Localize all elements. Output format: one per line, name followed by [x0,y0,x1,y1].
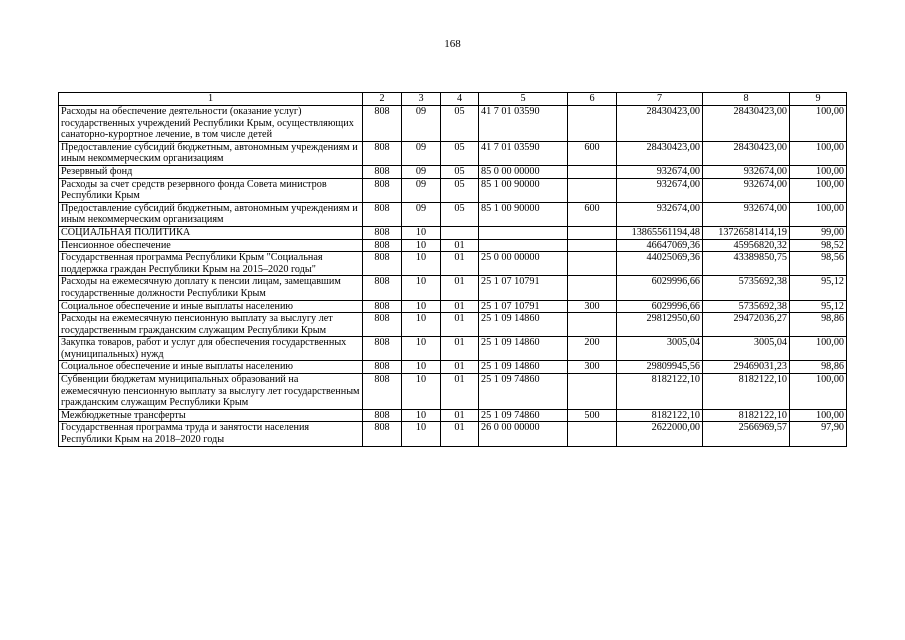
row-code-cell: 808 [363,361,402,374]
row-percent-cell: 100,00 [790,337,847,361]
row-type-cell [568,252,617,276]
row-plan-cell: 932674,00 [617,165,703,178]
row-actual-cell: 45956820,32 [703,239,790,252]
table-row [59,300,847,313]
table-row [59,226,847,239]
header-cell: 4 [441,93,479,106]
row-target-cell: 25 1 09 74860 [479,374,568,410]
table-row [59,337,847,361]
row-subsection-cell: 01 [441,276,479,300]
row-type-cell [568,313,617,337]
row-actual-cell: 932674,00 [703,202,790,226]
row-percent-cell: 100,00 [790,165,847,178]
row-type-cell [568,226,617,239]
row-percent-cell: 100,00 [790,202,847,226]
row-plan-cell: 13865561194,48 [617,226,703,239]
table-row [59,239,847,252]
row-section-cell: 10 [402,337,441,361]
row-section-cell: 09 [402,106,441,142]
row-name-cell: Предоставление субсидий бюджетным, автономным учреждениям и иным некоммерческим организациям [59,141,363,165]
row-plan-cell: 932674,00 [617,202,703,226]
row-type-cell: 600 [568,141,617,165]
row-name-cell: Субвенции бюджетам муниципальных образований на ежемесячную пенсионную выплату за выслугу лет государственным гражданским служащим Республики Крым [59,374,363,410]
table-row [59,374,847,410]
row-actual-cell: 2566969,57 [703,422,790,446]
header-cell: 7 [617,93,703,106]
row-plan-cell: 3005,04 [617,337,703,361]
row-name-cell: Социальное обеспечение и иные выплаты населению [59,300,363,313]
row-subsection-cell: 01 [441,252,479,276]
row-actual-cell: 5735692,38 [703,300,790,313]
table-row [59,106,847,142]
row-plan-cell: 28430423,00 [617,141,703,165]
row-percent-cell: 98,86 [790,361,847,374]
row-target-cell: 41 7 01 03590 [479,106,568,142]
row-code-cell: 808 [363,313,402,337]
header-cell: 9 [790,93,847,106]
row-subsection-cell: 01 [441,409,479,422]
row-section-cell: 10 [402,252,441,276]
row-type-cell: 600 [568,202,617,226]
row-target-cell: 85 1 00 90000 [479,178,568,202]
table-row [59,141,847,165]
header-cell: 5 [479,93,568,106]
row-target-cell: 25 1 09 14860 [479,337,568,361]
row-plan-cell: 28430423,00 [617,106,703,142]
row-name-cell: Расходы на ежемесячную пенсионную выплату за выслугу лет государственным гражданским служащим Республики Крым [59,313,363,337]
row-target-cell: 85 0 00 00000 [479,165,568,178]
row-target-cell: 41 7 01 03590 [479,141,568,165]
row-section-cell: 10 [402,313,441,337]
row-type-cell [568,374,617,410]
row-subsection-cell [441,226,479,239]
row-plan-cell: 6029996,66 [617,300,703,313]
row-target-cell: 25 1 09 74860 [479,409,568,422]
row-target-cell: 25 0 00 00000 [479,252,568,276]
row-section-cell: 09 [402,202,441,226]
row-percent-cell: 95,12 [790,276,847,300]
row-type-cell [568,178,617,202]
row-subsection-cell: 01 [441,300,479,313]
row-target-cell: 85 1 00 90000 [479,202,568,226]
row-section-cell: 10 [402,361,441,374]
row-actual-cell: 28430423,00 [703,141,790,165]
row-subsection-cell: 05 [441,202,479,226]
table-row [59,409,847,422]
row-name-cell: Закупка товаров, работ и услуг для обеспечения государственных (муниципальных) нужд [59,337,363,361]
row-name-cell: Государственная программа труда и занятости населения Республики Крым на 2018–2020 годы [59,422,363,446]
row-target-cell [479,226,568,239]
row-code-cell: 808 [363,300,402,313]
row-type-cell: 500 [568,409,617,422]
row-subsection-cell: 01 [441,313,479,337]
row-code-cell: 808 [363,202,402,226]
header-cell: 2 [363,93,402,106]
row-actual-cell: 3005,04 [703,337,790,361]
row-plan-cell: 2622000,00 [617,422,703,446]
row-subsection-cell: 05 [441,141,479,165]
row-section-cell: 10 [402,409,441,422]
row-percent-cell: 95,12 [790,300,847,313]
row-name-cell: СОЦИАЛЬНАЯ ПОЛИТИКА [59,226,363,239]
table-row [59,422,847,446]
row-name-cell: Пенсионное обеспечение [59,239,363,252]
row-percent-cell: 98,56 [790,252,847,276]
row-actual-cell: 29469031,23 [703,361,790,374]
row-name-cell: Предоставление субсидий бюджетным, автономным учреждениям и иным некоммерческим организациям [59,202,363,226]
row-actual-cell: 932674,00 [703,165,790,178]
row-code-cell: 808 [363,178,402,202]
table-row [59,361,847,374]
row-type-cell: 200 [568,337,617,361]
row-actual-cell: 43389850,75 [703,252,790,276]
row-code-cell: 808 [363,141,402,165]
row-percent-cell: 97,90 [790,422,847,446]
row-code-cell: 808 [363,276,402,300]
budget-table [58,92,847,447]
row-type-cell [568,106,617,142]
row-target-cell: 25 1 07 10791 [479,300,568,313]
row-actual-cell: 5735692,38 [703,276,790,300]
row-target-cell: 25 1 07 10791 [479,276,568,300]
row-percent-cell: 99,00 [790,226,847,239]
header-cell: 8 [703,93,790,106]
row-code-cell: 808 [363,239,402,252]
row-subsection-cell: 05 [441,165,479,178]
row-percent-cell: 100,00 [790,409,847,422]
row-code-cell: 808 [363,374,402,410]
row-subsection-cell: 01 [441,337,479,361]
row-plan-cell: 44025069,36 [617,252,703,276]
row-percent-cell: 100,00 [790,374,847,410]
row-type-cell [568,239,617,252]
row-section-cell: 10 [402,226,441,239]
row-name-cell: Государственная программа Республики Крым "Социальная поддержка граждан Республики Крым на 2015–2020 годы" [59,252,363,276]
table-row [59,165,847,178]
row-name-cell: Межбюджетные трансферты [59,409,363,422]
table-row [59,202,847,226]
row-plan-cell: 29812950,60 [617,313,703,337]
row-subsection-cell: 01 [441,422,479,446]
row-subsection-cell: 01 [441,361,479,374]
row-actual-cell: 932674,00 [703,178,790,202]
row-type-cell [568,165,617,178]
row-code-cell: 808 [363,422,402,446]
row-section-cell: 09 [402,178,441,202]
row-plan-cell: 932674,00 [617,178,703,202]
row-plan-cell: 46647069,36 [617,239,703,252]
row-actual-cell: 8182122,10 [703,409,790,422]
row-subsection-cell: 05 [441,106,479,142]
row-percent-cell: 98,86 [790,313,847,337]
row-subsection-cell: 01 [441,239,479,252]
row-code-cell: 808 [363,252,402,276]
header-row [59,93,847,106]
row-type-cell [568,422,617,446]
row-target-cell: 26 0 00 00000 [479,422,568,446]
row-code-cell: 808 [363,106,402,142]
row-name-cell: Расходы на ежемесячную доплату к пенсии лицам, замещавшим государственные должности Республики Крым [59,276,363,300]
row-name-cell: Расходы на обеспечение деятельности (оказание услуг) государственных учреждений Республики Крым, осуществляющих санаторно-курортное лечение, в том числе детей [59,106,363,142]
row-code-cell: 808 [363,165,402,178]
row-section-cell: 10 [402,422,441,446]
row-section-cell: 10 [402,374,441,410]
row-percent-cell: 100,00 [790,106,847,142]
row-section-cell: 10 [402,300,441,313]
row-percent-cell: 98,52 [790,239,847,252]
row-code-cell: 808 [363,226,402,239]
table-row [59,178,847,202]
row-type-cell: 300 [568,300,617,313]
row-plan-cell: 6029996,66 [617,276,703,300]
row-subsection-cell: 05 [441,178,479,202]
row-type-cell [568,276,617,300]
row-name-cell: Социальное обеспечение и иные выплаты населению [59,361,363,374]
row-section-cell: 09 [402,165,441,178]
table-row [59,313,847,337]
header-cell: 1 [59,93,363,106]
row-actual-cell: 8182122,10 [703,374,790,410]
page-number: 168 [444,38,461,50]
row-actual-cell: 29472036,27 [703,313,790,337]
row-name-cell: Расходы за счет средств резервного фонда Совета министров Республики Крым [59,178,363,202]
row-target-cell [479,239,568,252]
header-cell: 6 [568,93,617,106]
table-row [59,276,847,300]
row-section-cell: 09 [402,141,441,165]
header-cell: 3 [402,93,441,106]
row-target-cell: 25 1 09 14860 [479,361,568,374]
row-type-cell: 300 [568,361,617,374]
row-percent-cell: 100,00 [790,178,847,202]
row-plan-cell: 8182122,10 [617,374,703,410]
row-percent-cell: 100,00 [790,141,847,165]
row-plan-cell: 8182122,10 [617,409,703,422]
row-subsection-cell: 01 [441,374,479,410]
table-row [59,252,847,276]
row-actual-cell: 13726581414,19 [703,226,790,239]
row-plan-cell: 29809945,56 [617,361,703,374]
row-code-cell: 808 [363,337,402,361]
row-actual-cell: 28430423,00 [703,106,790,142]
row-target-cell: 25 1 09 14860 [479,313,568,337]
row-code-cell: 808 [363,409,402,422]
row-name-cell: Резервный фонд [59,165,363,178]
row-section-cell: 10 [402,276,441,300]
row-section-cell: 10 [402,239,441,252]
